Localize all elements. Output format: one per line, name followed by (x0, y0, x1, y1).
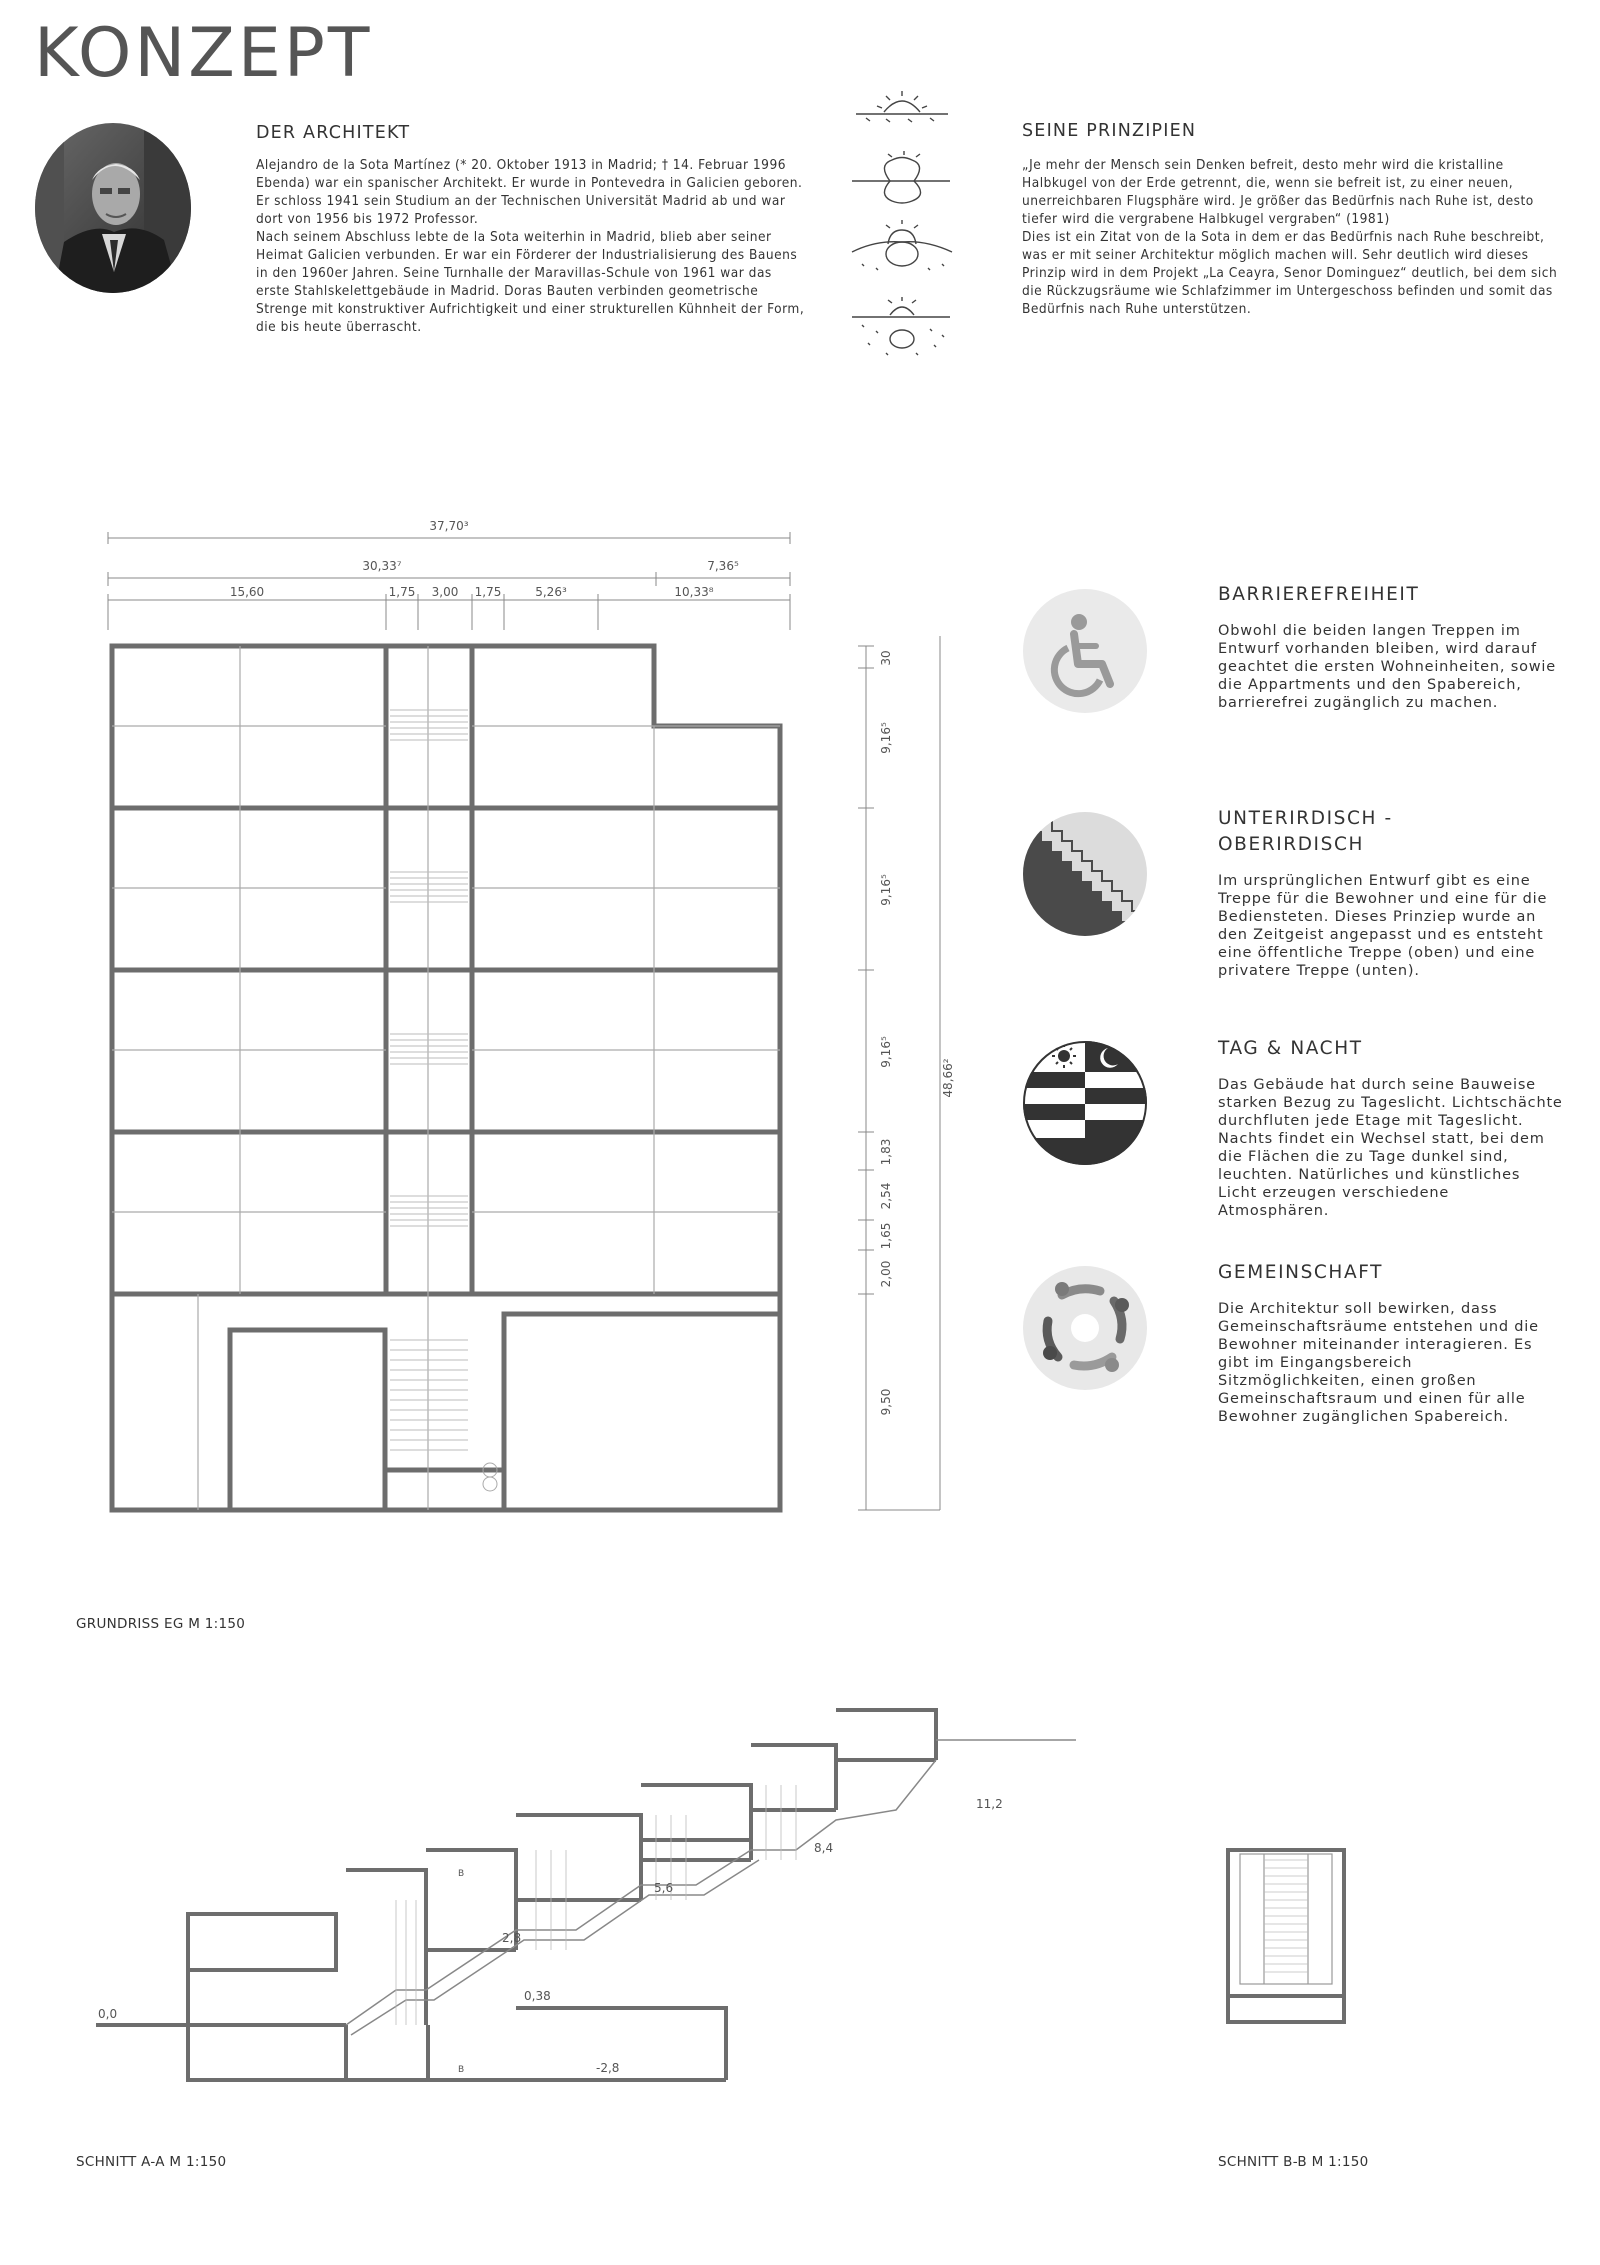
sketch-flying-sphere (856, 91, 948, 122)
level-5-6: 5,6 (654, 1881, 674, 1895)
section-bb (1224, 1846, 1348, 2026)
principle-unterirdisch (1218, 806, 1563, 980)
sketch-separating-sphere (852, 151, 950, 203)
principles-explanation: Dies ist ein Zitat von de la Sota in dem er das Bedürfnis nach Ruhe beschreibt, was er mit seiner Architektur möglich machen will. Sehr deutlich wird dieses Prinzip wird in dem Projekt „La Ceayra, Senor Dominguez“ deutlich, bei dem sich die Rückzugsräume wie Schlafzimmer im Untergeschoss befinden und somit das Bedürfnis nach Ruhe unterstützen. (1022, 229, 1558, 317)
principle-text: Die Architektur soll bewirken, dass Gemeinschaftsräume entstehen und die Bewohner miteinander interagieren. Es gibt im Eingangsbereich Sitzmöglichkeiten, einen großen Gemeinschaftsraum und einen für alle Bewohner zugänglichen Spabereich. (1218, 1301, 1539, 1425)
section-bb-caption: SCHNITT B-B M 1:150 (1218, 2154, 1369, 2170)
principle-gemeinschaft (1218, 1260, 1563, 1426)
day-night-icon (1022, 1040, 1148, 1166)
architect-bio-paragraph-2: Nach seinem Abschluss lebte de la Sota weiterhin in Madrid, blieb aber seiner Heimat Galicien verbunden. Er war ein Förderer der Industrialisierung des Bauens in den 1960er Jahren. Seine Turnhalle der Maravillas-Schule von 1961 war das erste Stahlskelettgebäude in Madrid. Doras Bauten verbinden geometrische Strenge mit konstruktiver Aufrichtigkeit und einer strukturellen Kühnheit der Form, die bis heute überrascht. (256, 229, 805, 335)
level-minus-2-8: -2,8 (596, 2061, 620, 2075)
dim-part-2: 1,75 (388, 585, 416, 599)
plan-caption: GRUNDRISS EG M 1:150 (76, 1616, 246, 1632)
principles-heading: SEINE PRINZIPIEN (1022, 121, 1197, 141)
principles-quote: „Je mehr der Mensch sein Denken befreit, desto mehr wird die kristalline Halbkugel von der Erde getrennt, die, wenn sie befreit ist, zu einer neuen, unerreichbaren Flugsphäre wird. Je größer das Bedürfnis nach Ruhe ist, desto tiefer wird die vergrabene Halbkugel vergraben“ (1981) (1022, 157, 1534, 227)
dim-side-5: 1,83 (879, 1138, 893, 1166)
section-aa (96, 1700, 1136, 2120)
level-8-4: 8,4 (814, 1841, 834, 1855)
wheelchair-icon (1022, 588, 1148, 714)
dim-left-group: 30,33⁷ (362, 559, 402, 573)
level-2-8: 2,8 (502, 1931, 522, 1945)
dim-side-9: 9,50 (879, 1388, 893, 1416)
community-icon (1022, 1265, 1148, 1391)
principle-text: Im ursprünglichen Entwurf gibt es eine Treppe für die Bewohner und eine für die Bediensteten. Dieses Prinziep wurde an den Zeitgeist angepasst und es entsteht eine öffentliche Treppe (oben) und eine privatere Treppe (unten). (1218, 873, 1548, 979)
principle-title: TAG & NACHT (1218, 1038, 1363, 1059)
dim-side-total: 48,66² (941, 1058, 955, 1098)
dim-right-group: 7,36⁵ (707, 559, 739, 573)
dim-side-8: 2,00 (879, 1260, 893, 1288)
dim-total-width: 37,70³ (429, 519, 469, 533)
principles-intro-text (1022, 156, 1562, 318)
principle-tag-nacht (1218, 1036, 1563, 1220)
dim-side-3: 9,16⁵ (879, 874, 893, 906)
floor-plan (90, 510, 960, 1530)
dim-side-6: 2,54 (879, 1182, 893, 1210)
cut-mark-b-top: B (458, 1869, 465, 1879)
dim-side-1: 30 (879, 650, 893, 666)
page-title: KONZEPT (34, 14, 373, 93)
sketch-deep-sphere (852, 297, 950, 355)
dim-part-6: 10,33⁸ (674, 585, 714, 599)
dim-side-4: 9,16⁵ (879, 1036, 893, 1068)
principle-text: Das Gebäude hat durch seine Bauweise starken Bezug zu Tageslicht. Lichtschächte durchfluten jede Etage mit Tageslicht. Nachts findet ein Wechsel statt, bei dem die Flächen die zu Tage dunkel sind, leuchten. Natürliches und künstliches Licht erzeugen verschiedene Atmosphären. (1218, 1077, 1563, 1219)
cut-mark-b-bottom: B (458, 2065, 465, 2075)
principle-title: BARRIEREFREIHEIT (1218, 584, 1420, 605)
principle-barrierefreiheit (1218, 582, 1563, 712)
level-0-38: 0,38 (524, 1989, 551, 2003)
dim-part-1: 15,60 (229, 585, 265, 599)
dim-part-5: 5,26³ (535, 585, 567, 599)
dim-part-3: 3,00 (431, 585, 459, 599)
level-0-0: 0,0 (98, 2007, 118, 2021)
dim-side-7: 1,65 (879, 1222, 893, 1250)
level-11-2: 11,2 (976, 1797, 1003, 1811)
hemisphere-sketches (846, 90, 958, 390)
dim-side-2: 9,16⁵ (879, 722, 893, 754)
architect-heading: DER ARCHITEKT (256, 123, 411, 143)
dim-part-4: 1,75 (474, 585, 502, 599)
section-aa-caption: SCHNITT A-A M 1:150 (76, 2154, 227, 2170)
principle-title: UNTERIRDISCH - OBERIRDISCH (1218, 808, 1393, 855)
architect-bio-paragraph-1: Alejandro de la Sota Martínez (* 20. Oktober 1913 in Madrid; † 14. Februar 1996 Ebenda) war ein spanischer Architekt. Er wurde in Pontevedra in Galicien geboren. Er schloss 1941 sein Studium an der Technischen Universität Madrid ab und war dort von 1956 bis 1972 Professor. (256, 157, 803, 227)
architect-bio (256, 156, 806, 336)
principle-text: Obwohl die beiden langen Treppen im Entwurf vorhanden bleiben, wird darauf geachtet die ersten Wohneinheiten, sowie die Appartments und den Spabereich, barrierefrei zugänglich zu machen. (1218, 623, 1556, 711)
sketch-buried-sphere (852, 220, 952, 270)
architect-portrait (34, 122, 192, 294)
principle-title: GEMEINSCHAFT (1218, 1262, 1384, 1283)
stairs-icon (1022, 811, 1148, 937)
